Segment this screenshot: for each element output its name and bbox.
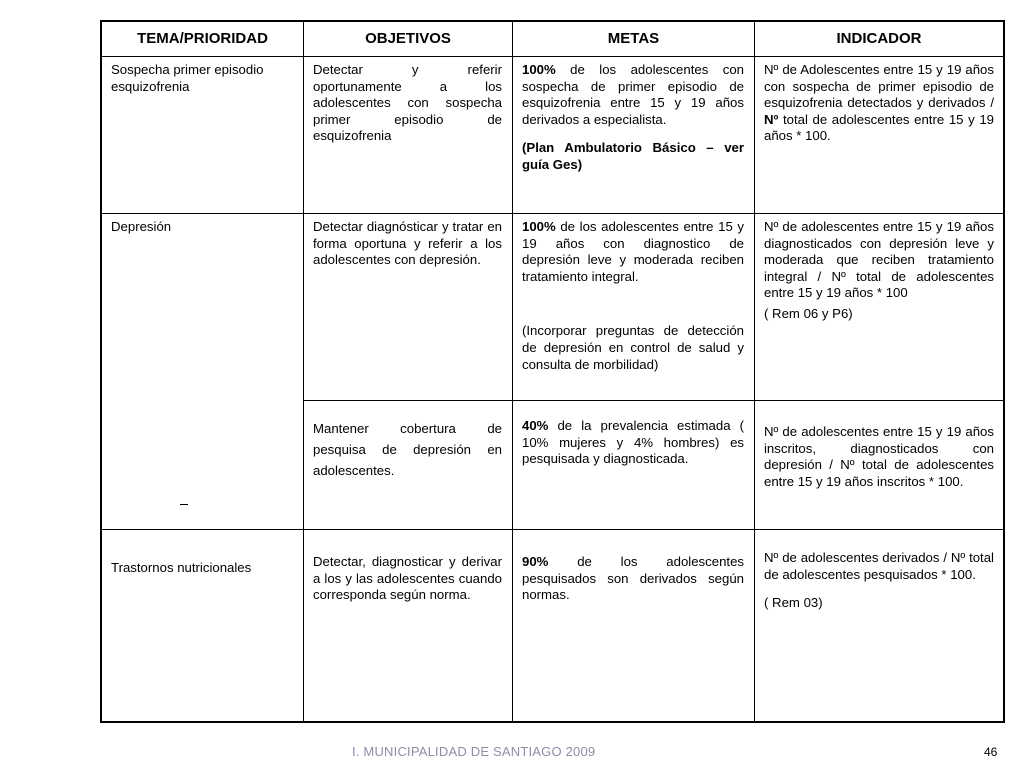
header-metas: METAS [607,30,660,47]
row2-tema-text: Depresión [111,219,172,234]
row4-meta-text: de los adolescentes pesquisados son derivados según normas. [522,554,744,603]
row4-indicador-text: Nº de adolescentes derivados / Nº total de adolescentes pesquisados * 100. [764,550,994,582]
row1-objetivo [313,62,502,145]
row2-indicador [764,219,994,323]
row3-indicador-text: Nº de adolescentes entre 15 y 19 años inscritos, diagnosticados con depresión / Nº total de adolescentes entre 15 y 19 años inscritos * 100. [764,424,994,489]
row3-objetivo-text: Mantener cobertura de pesquisa de depresión en adolescentes. [313,421,502,478]
row-divider-3 [102,529,1003,530]
row4-meta-percent: 90% [522,554,549,569]
row1-objetivo-text: Detectar y referir oportunamente a los adolescentes con sospecha primer episodio de esquizofrenia [313,62,502,144]
row1-indicador-text-a: Nº de Adolescentes entre 15 y 19 años con sospecha de primer episodio de esquizofrenia detectados y derivados / [764,62,994,111]
row1-indicador-text-b: total de adolescentes entre 15 y 19 años * 100. [764,111,994,144]
header-tema: TEMA/PRIORIDAD [137,30,268,47]
page-number: 46 [984,745,998,759]
row1-meta-text: de los adolescentes con sospecha de primer episodio de esquizofrenia entre 15 y 19 años derivados a especialista. [522,62,744,127]
row2-objetivo-text: Detectar diagnósticar y tratar en forma oportuna y referir a los adolescentes con depresión. [313,219,502,268]
row4-meta [522,554,744,604]
goals-table [100,20,1005,723]
row4-indicador-note: ( Rem 03) [764,595,823,611]
row4-objetivo-text: Detectar, diagnosticar y derivar a los y las adolescentes cuando corresponda según norma. [313,554,502,603]
row4-indicador [764,550,994,612]
header-objetivos: OBJETIVOS [365,30,451,47]
row-divider-1 [102,213,1003,214]
row2-objetivo [313,219,502,269]
col-divider-2 [512,22,513,723]
row-divider-2 [303,400,1003,401]
row3-meta-text: de la prevalencia estimada ( 10% mujeres y 4% hombres) es pesquisada y diagnosticada. [522,418,744,467]
row3-meta-percent: 40% [522,418,549,433]
header-indicador: INDICADOR [836,30,922,47]
stray-dash-mark [180,504,188,505]
row1-tema [111,62,297,95]
row4-tema-text: Trastornos nutricionales [111,560,252,575]
col-divider-3 [754,22,755,723]
col-divider-1 [303,22,304,723]
row1-meta-note: (Plan Ambulatorio Básico – ver guía Ges) [522,140,744,172]
row2-meta [522,219,744,373]
footer-text: I. MUNICIPALIDAD DE SANTIAGO 2009 [352,744,596,759]
header-divider [102,56,1003,57]
row3-objetivo [313,418,502,481]
row1-indicador [764,62,994,145]
row2-meta-note: (Incorporar preguntas de detección de depresión en control de salud y consulta de morbilidad) [522,323,744,372]
row4-tema [111,560,297,577]
row2-tema [111,219,297,236]
row1-meta-percent: 100% [522,62,556,77]
row2-meta-text: de los adolescentes entre 15 y 19 años con diagnostico de depresión leve y moderada reciben tratamiento integral. [522,219,744,284]
row2-indicador-note: ( Rem 06 y P6) [764,305,853,321]
row2-meta-percent: 100% [522,219,556,234]
row3-indicador [764,424,994,490]
row2-indicador-text: Nº de adolescentes entre 15 y 19 años diagnosticados con depresión leve y moderada que reciben tratamiento integral / Nº total de adolescentes entre 15 y 19 años * 100 [764,219,994,301]
row3-meta [522,418,744,468]
row1-tema-text: Sospecha primer episodio esquizofrenia [111,62,264,94]
row1-indicador-bold: Nº [764,111,779,127]
row1-meta [522,62,744,174]
row4-objetivo [313,554,502,604]
